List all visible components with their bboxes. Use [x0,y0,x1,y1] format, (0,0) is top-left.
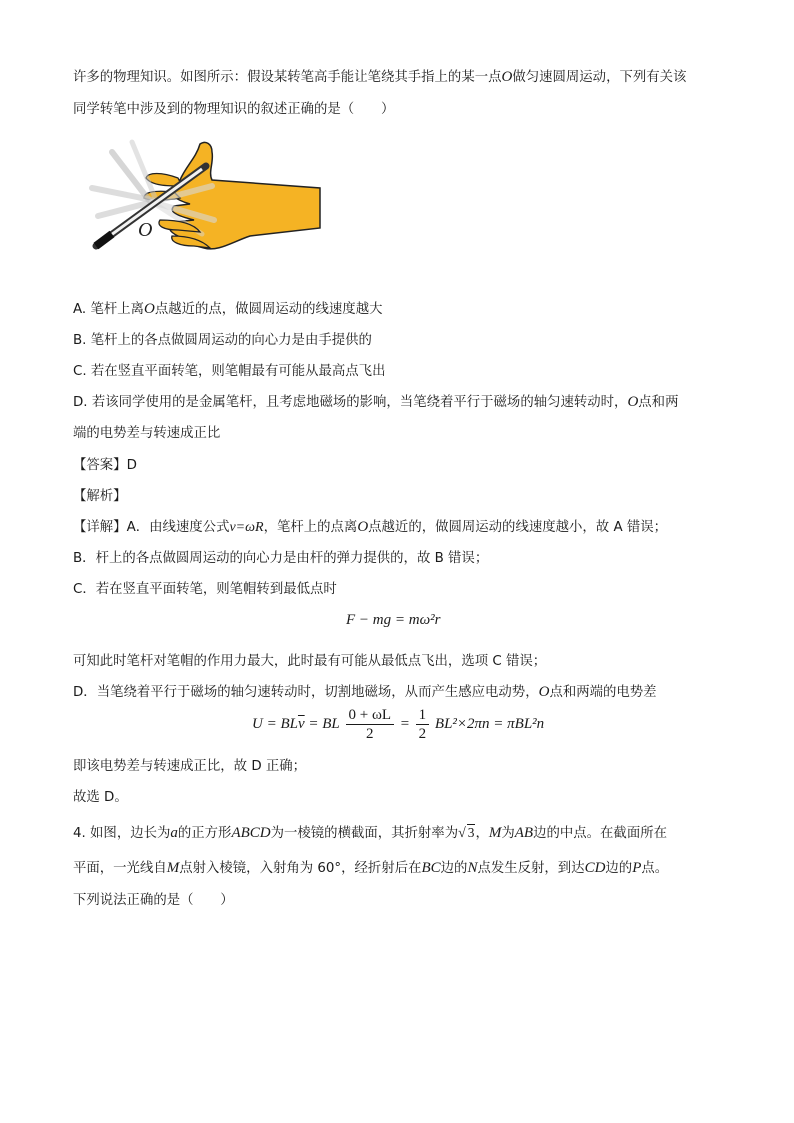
option-a: A. 笔杆上离O点越近的点，做圆周运动的线速度越大 [73,301,383,317]
detail-c-conclusion: 可知此时笔杆对笔帽的作用力最大，此时最有可能从最低点飞出，选项 C 错误； [73,654,547,669]
fraction-half: $\frac{1}{2}$ [416,706,430,743]
answer-value: D [126,458,137,473]
point-o-label: O [138,219,153,241]
detail-d: D．当笔绕着平行于磁场的轴匀速转动时，切割地磁场，从而产生感应电动势，O点和两端的电势差 [73,684,657,700]
pen-spin-figure [82,136,322,264]
option-d-line2: 端的电势差与转速成正比 [73,426,221,441]
sqrt-symbol: √ [458,826,466,841]
detail-a: 【详解】A．由线速度公式v=ωR，笔杆上的点离O点越近的，做圆周运动的线速度越小，故 A 错误； [73,519,668,535]
answer-tag: 【答案】 [73,458,127,473]
detail-b: B．杆上的各点做圆周运动的向心力是由杆的弹力提供的，故 B 错误； [73,551,489,566]
q4-line2: 平面，一光线自M点射入棱镜，入射角为 60°，经折射后在BC边的N点发生反射，到达CD边的P点。 [73,860,669,876]
option-b: B. 笔杆上的各点做圆周运动的向心力是由手提供的 [73,333,372,348]
q4-line1: 4. 如图，边长为a的正方形ABCD为一棱镜的横截面，其折射率为√ 3，M为AB边的中点。在截面所在 [73,825,667,841]
detail-c: C．若在竖直平面转笔，则笔帽转到最低点时 [73,582,337,597]
fraction-avg-velocity: $\frac{0 + \omega L}{2}$ [346,706,395,743]
option-d-line1: D. 若该同学使用的是金属笔杆，且考虑地磁场的影响，当笔绕着平行于磁场的轴匀速转动时，O点和两 [73,394,679,410]
q4-line3: 下列说法正确的是（ ） [73,893,234,908]
equation-newton: F − mg = mω²r [346,612,441,628]
analysis-tag: 【解析】 [73,489,127,504]
equation-emf: $U = BL\overline{v}$ = BL $\frac{0 + \omega L}{2}$ = $\frac{1}{2}$ BL²×2πn = πBL²n [252,707,545,742]
detail-d-conclusion: 即该电势差与转速成正比，故 D 正确； [73,759,307,774]
q3-stem-line2: 同学转笔中涉及到的物理知识的叙述正确的是（ ） [73,102,395,117]
option-c: C. 若在竖直平面转笔，则笔帽最有可能从最高点飞出 [73,364,386,379]
q3-stem-line1: 许多的物理知识。如图所示：假设某转笔高手能让笔绕其手指上的某一点O做匀速圆周运动，下列有关该 [73,69,687,85]
final-choice: 故选 D。 [73,790,128,805]
hand-shape [170,142,320,248]
answer-line [73,454,137,473]
